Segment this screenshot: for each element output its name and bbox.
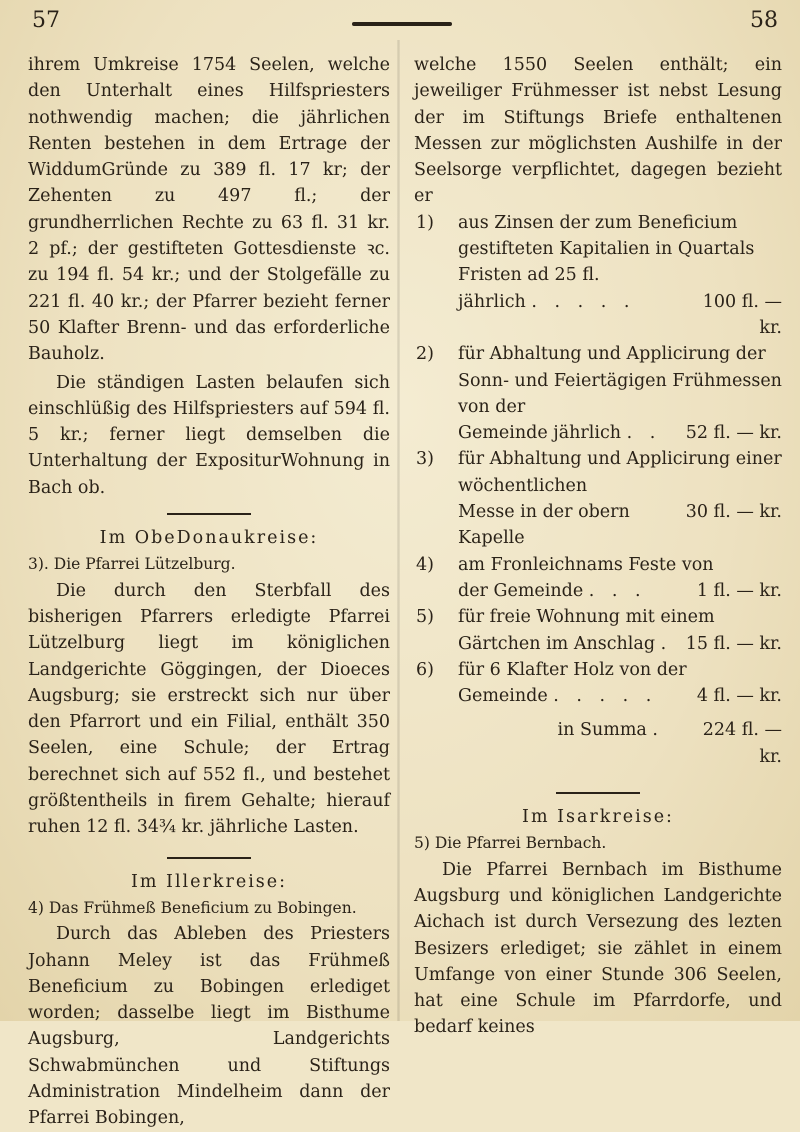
item-number: 4) bbox=[416, 554, 434, 575]
section-separator bbox=[556, 792, 640, 794]
total-label: in Summa bbox=[557, 720, 647, 741]
paragraph: Durch das Ableben des Priesters Johann Meley ist das Frühmeß Beneficium zu Bobingen erlediget worden; dasselbe liegt im Bisthume Augsburg, Landgerichts Schwabmünchen und Stiftungs Administration Mindelheim dann der Pfarrei Bobingen, bbox=[28, 924, 390, 1129]
entry-title: 3). Die Pfarrei Lützelburg. bbox=[28, 555, 236, 574]
paragraph: Die durch den Sterbfall des bisherigen Pfarrers erledigte Pfarrei Lützelburg liegt im königlichen Landgerichte Göggingen, der Dioeces Augsburg; sie erstreckt sich nur über den Pfarrort und ein Filial, enthält 350 Seelen, eine Schule; der Ertrag berechnet sich auf 552 fl., und bestehet größtentheils in firem Gehalte; hierauf ruhen 12 fl. 34¾ kr. jährliche Lasten. bbox=[28, 580, 390, 838]
item-number: 2) bbox=[416, 344, 434, 365]
section-heading: Im ObeDonaukreise: bbox=[99, 528, 319, 549]
item-text: aus Zinsen der zum Beneficium gestifteten Kapitalien in Quartals Fristen ad 25 fl. bbox=[458, 212, 755, 286]
item-amount: 52 fl. — kr. bbox=[685, 423, 782, 444]
leader-dots: . . . . . bbox=[531, 291, 636, 312]
list-item bbox=[414, 657, 782, 710]
section-heading: Im Isarkreise: bbox=[522, 807, 674, 828]
leader-dots: . . . . . bbox=[553, 686, 658, 707]
leader-dots: . bbox=[652, 720, 658, 741]
leader-dots: . . bbox=[626, 423, 662, 444]
entry-title: 5) Die Pfarrei Bernbach. bbox=[414, 834, 607, 853]
item-amount: 1 fl. — kr. bbox=[696, 580, 782, 601]
section-separator bbox=[167, 857, 251, 859]
list-item bbox=[414, 604, 782, 657]
left-page-column bbox=[28, 52, 390, 1132]
item-text: für freie Wohnung mit einem bbox=[458, 607, 715, 628]
list-item bbox=[414, 210, 782, 341]
leader-dots: . bbox=[660, 633, 673, 654]
paragraph: ihrem Umkreise 1754 Seelen, welche den Unterhalt eines Hilfspriesters nothwendig machen; die jährlichen Renten bestehen in dem Ertrage der WiddumGründe zu 389 fl. 17 kr; der Zehenten zu 497 fl.; der grundherrlichen Rechte zu 63 fl. 31 kr. 2 pf.; der gestifteten Gottesdienste ꝛc. zu 194 fl. 54 kr.; und der Stolgefälle zu 221 fl. 40 kr.; der Pfarrer bezieht ferner 50 Klafter Brenn- und das erforderliche Bauholz. bbox=[28, 55, 390, 365]
list-item bbox=[414, 341, 782, 446]
total-line bbox=[414, 717, 782, 770]
page-number-right: 58 bbox=[750, 8, 778, 33]
section-separator bbox=[167, 513, 251, 515]
item-text-end: Gemeinde bbox=[458, 686, 548, 707]
item-amount: 4 fl. — kr. bbox=[696, 686, 782, 707]
item-text-end: Messe in der obern Kapelle bbox=[458, 502, 630, 549]
item-text: für Abhaltung und Applicirung der Sonn- und Feiertägigen Frühmessen von der bbox=[458, 344, 782, 417]
paragraph: welche 1550 Seelen enthält; ein jeweiliger Frühmesser ist nebst Lesung der im Stiftungs Briefe enthaltenen Messen zur möglichsten Aushilfe in der Seelsorge verpflichtet, dagegen bezieht er bbox=[414, 55, 782, 207]
header-rule bbox=[352, 22, 452, 26]
page-gutter bbox=[397, 40, 400, 1021]
paragraph: Die Pfarrei Bernbach im Bisthume Augsburg und königlichen Landgerichte Aichach ist durch Versezung des lezten Besizers erlediget; sie zählet in einem Umfange von einer Stunde 306 Seelen, hat eine Schule im Pfarrdorfe, und bedarf keines bbox=[414, 859, 782, 1038]
list-item bbox=[414, 446, 782, 551]
item-text: am Fronleichnams Feste von bbox=[458, 554, 714, 575]
item-text-end: Gärtchen im Anschlag bbox=[458, 633, 656, 654]
item-amount: 30 fl. — kr. bbox=[685, 502, 782, 523]
item-number: 6) bbox=[416, 659, 434, 680]
item-text-end: Gemeinde jährlich bbox=[458, 423, 622, 444]
item-text: für Abhaltung und Applicirung einer wöchentlichen bbox=[458, 449, 782, 496]
total-amount: 224 fl. — kr. bbox=[702, 720, 782, 767]
income-list bbox=[414, 210, 782, 710]
section-heading: Im Illerkreise: bbox=[130, 871, 288, 892]
item-amount: 100 fl. — kr. bbox=[702, 291, 782, 338]
paragraph: Die ständigen Lasten belaufen sich einschlüßig des Hilfspriesters auf 594 fl. 5 kr.; ferner liegt demselben die Unterhaltung der ExpositurWohnung in Bach ob. bbox=[28, 372, 390, 498]
right-page-column bbox=[414, 52, 782, 1041]
leader-dots: . . . bbox=[588, 580, 647, 601]
list-item bbox=[414, 552, 782, 605]
entry-title: 4) Das Frühmeß Beneficium zu Bobingen. bbox=[28, 898, 357, 917]
item-number: 1) bbox=[416, 212, 434, 233]
item-number: 5) bbox=[416, 607, 434, 628]
page-number-left: 57 bbox=[32, 8, 60, 33]
item-amount: 15 fl. — kr. bbox=[685, 633, 782, 654]
item-text-end: jährlich bbox=[458, 291, 526, 312]
item-text: für 6 Klafter Holz von der bbox=[458, 659, 687, 680]
item-text-end: der Gemeinde bbox=[458, 580, 584, 601]
item-number: 3) bbox=[416, 449, 434, 470]
